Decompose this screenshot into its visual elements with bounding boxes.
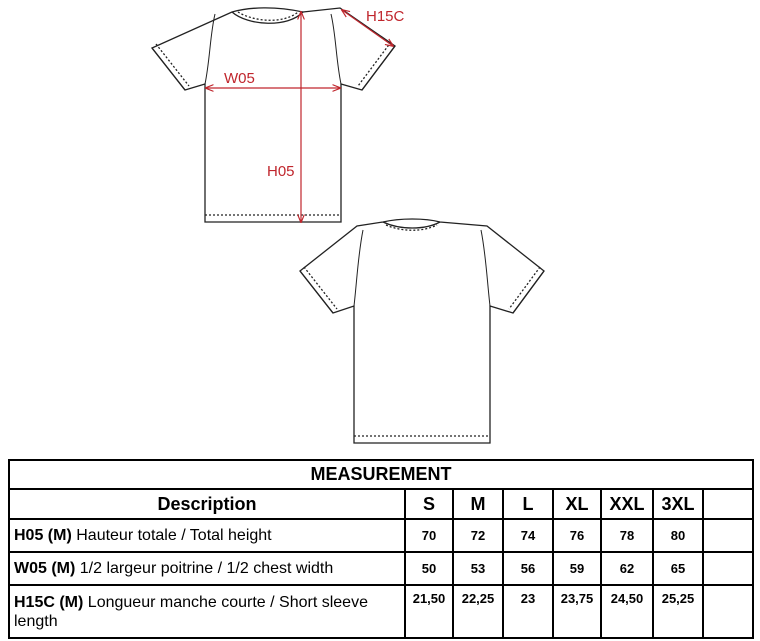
tshirt-back (300, 219, 544, 443)
empty-cell (703, 519, 753, 552)
row-code: H15C (M) (14, 593, 84, 611)
row-code: H05 (M) (14, 527, 72, 544)
size-header: S (405, 489, 453, 519)
measurement-table (8, 459, 754, 639)
empty-cell (703, 585, 753, 638)
table-cell: 25,25 (653, 585, 703, 638)
size-header: L (503, 489, 553, 519)
row-code: W05 (M) (14, 560, 76, 577)
row-label: 1/2 largeur poitrine / 1/2 chest width (79, 560, 334, 577)
empty-cell (703, 552, 753, 585)
table-cell: 56 (503, 552, 553, 585)
table-cell: 50 (405, 552, 453, 585)
size-header: 3XL (653, 489, 703, 519)
table-cell: 23,75 (553, 585, 601, 638)
table-row (9, 519, 753, 552)
row-label: Longueur manche courte / Short sleeve length (14, 593, 368, 630)
table-cell: 53 (453, 552, 503, 585)
table-cell: 72 (453, 519, 503, 552)
tshirt-front (152, 8, 395, 222)
table-cell: 22,25 (453, 585, 503, 638)
table-title: MEASUREMENT (9, 460, 753, 489)
row-description (9, 552, 405, 585)
row-description (9, 519, 405, 552)
height-dimension-label: H05 (267, 163, 295, 180)
sleeve-dimension-label: H15C (366, 8, 405, 25)
table-cell: 65 (653, 552, 703, 585)
table-cell: 62 (601, 552, 653, 585)
chest-dimension-label: W05 (224, 70, 255, 87)
table-cell: 78 (601, 519, 653, 552)
empty-header (703, 489, 753, 519)
table-cell: 24,50 (601, 585, 653, 638)
table-row (9, 585, 753, 638)
description-header: Description (9, 489, 405, 519)
size-header: XXL (601, 489, 653, 519)
size-header: M (453, 489, 503, 519)
table-row (9, 552, 753, 585)
table-cell: 21,50 (405, 585, 453, 638)
table-cell: 76 (553, 519, 601, 552)
table-cell: 59 (553, 552, 601, 585)
row-description (9, 585, 405, 638)
table-cell: 70 (405, 519, 453, 552)
row-label: Hauteur totale / Total height (76, 527, 272, 544)
table-cell: 23 (503, 585, 553, 638)
table-cell: 80 (653, 519, 703, 552)
table-cell: 74 (503, 519, 553, 552)
size-header: XL (553, 489, 601, 519)
